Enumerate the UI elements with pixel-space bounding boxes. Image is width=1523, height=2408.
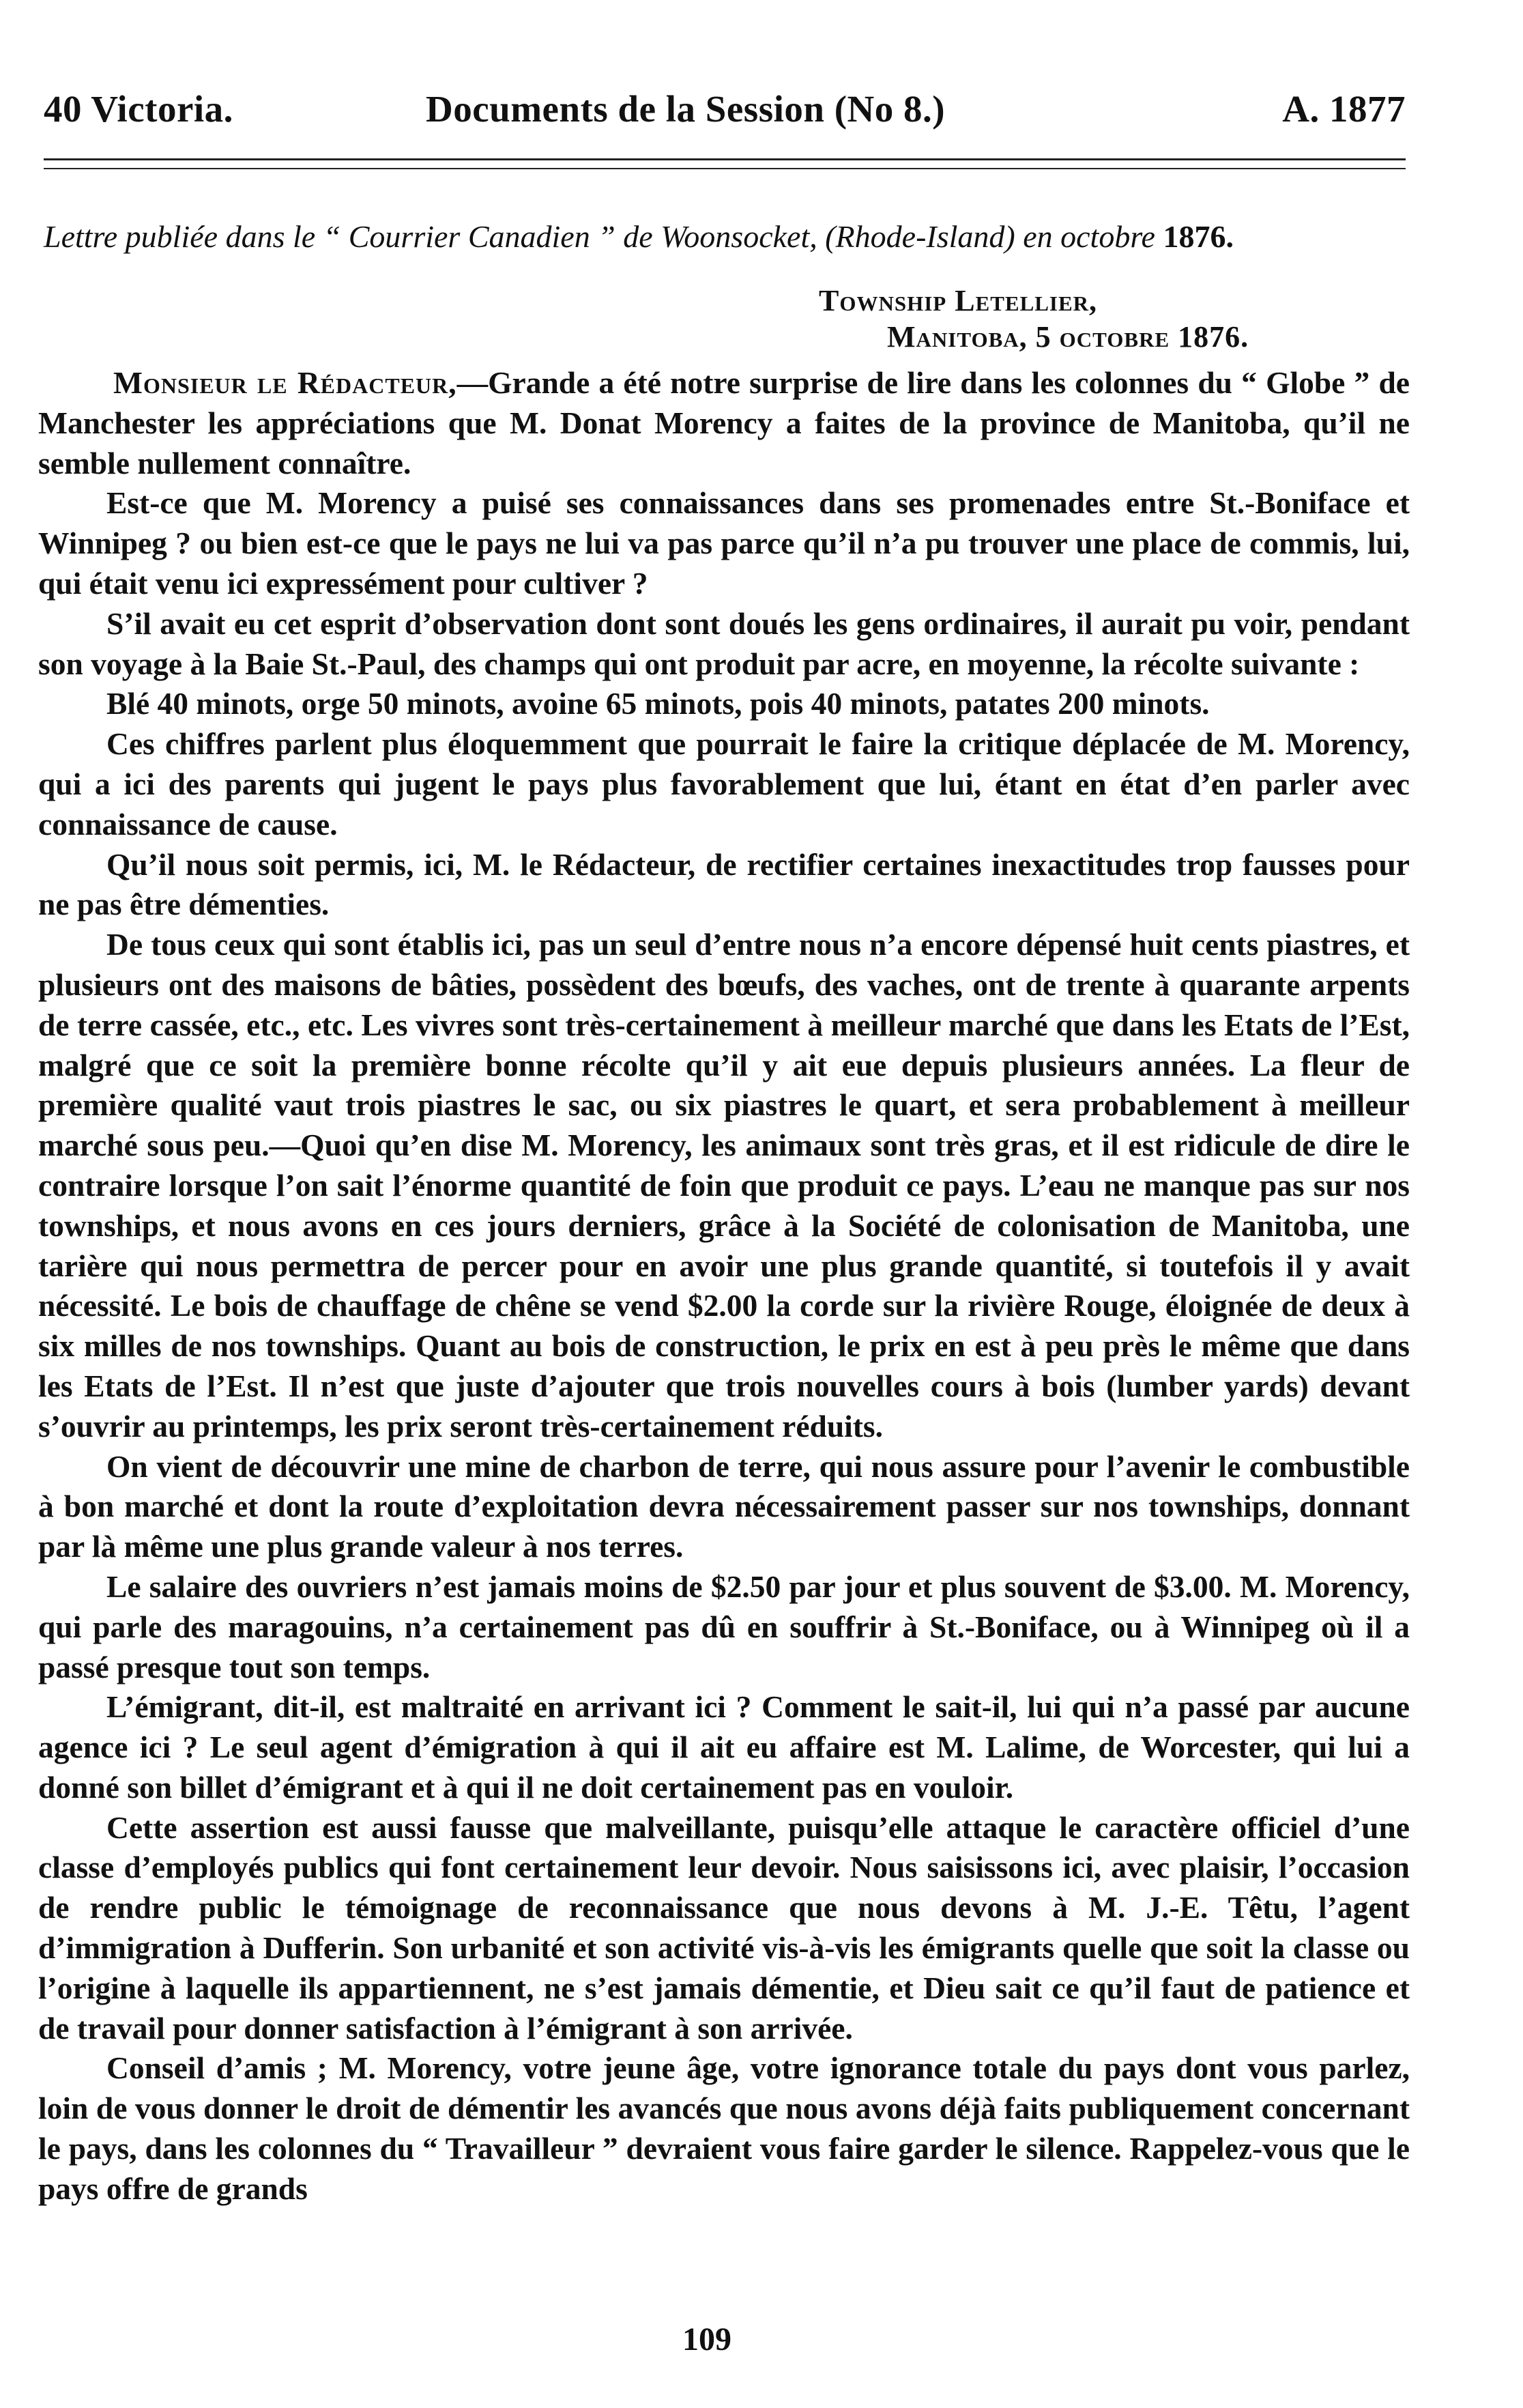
paragraph: L’émigrant, dit-il, est maltraité en arrivant ici ? Comment le sait-il, lui qui n’a passé par aucune agence ici ? Le seul agent d’émigration à qui il ait eu affaire est M. Lalime, de Worcester, qui lui a donné son billet d’émigrant et à qui il ne doit certainement pas en vouloir. xyxy=(38,1689,1410,1805)
place-line-2: Manitoba, 5 octobre 1876. xyxy=(887,320,1249,354)
salutation-text: —Grande a été notre surprise de lire dans les colonnes du “ Globe ” de Manchester les appréciations que M. Donat Morency a faites de la province de Manitoba, qu’il ne semble nullement connaître. xyxy=(38,365,1410,481)
paragraph: Qu’il nous soit permis, ici, M. le Rédacteur, de rectifier certaines inexactitudes trop fausses pour ne pas être démenties. xyxy=(38,846,1410,922)
salutation-address: Monsieur le Rédacteur, xyxy=(113,365,457,400)
page-number: 109 xyxy=(682,2321,731,2357)
header-title: Documents de la Session (No 8.) xyxy=(426,88,946,130)
header-volume: 40 Victoria. xyxy=(44,88,233,130)
letter-body xyxy=(38,363,1410,2209)
paragraph: De tous ceux qui sont établis ici, pas un seul d’entre nous n’a encore dépensé huit cents piastres, et plusieurs ont des maisons de bâties, possèdent des bœufs, des vaches, ont de trente à quarante arpents de terre cassée, etc., etc. Les vivres sont très-certainement à meilleur marché que dans les Etats de l’Est, malgré que ce soit la première bonne récolte qu’il y ait eue depuis plusieurs années. La fleur de première qualité vaut trois piastres le sac, ou six piastres le quart, et sera probablement à meilleur marché sous peu.—Quoi qu’en dise M. Morency, les animaux sont très gras, et il est ridicule de dire le contraire lorsque l’on sait l’énorme quantité de foin que produit ce pays. L’eau ne manque pas sur nos townships, et nous avons en ces jours derniers, grâce à la Société de colonisation de Manitoba, une tarière qui nous permettra de percer pour en avoir une plus grande quantité, si toutefois il y avait nécessité. Le bois de chauffage de chêne se vend $2.00 la corde sur la rivière Rouge, éloignée de deux à six milles de nos townships. Quant au bois de construction, le prix en est à peu près le même que dans les Etats de l’Est. Il n’est que juste d’ajouter que trois nouvelles cours à bois (lumber yards) devant s’ouvrir au printemps, les prix seront très-certainement réduits. xyxy=(38,927,1410,1444)
paragraph: Cette assertion est aussi fausse que malveillante, puisqu’elle attaque le caractère officiel d’une classe d’employés publics qui font certainement leur devoir. Nous saisissons ici, avec plaisir, l’occasion de rendre public le témoignage de reconnaissance que nous devons à M. J.-E. Têtu, l’agent d’immigration à Dufferin. Son urbanité et son activité vis-à-vis les émigrants quelle que soit la classe ou l’origine à laquelle ils appartiennent, ne s’est jamais démentie, et Dieu sait ce qu’il faut de patience et de travail pour donner satisfaction à l’émigrant à son arrivée. xyxy=(38,1809,1410,2046)
place-line-1: Township Letellier, xyxy=(819,284,1098,317)
salutation-paragraph xyxy=(38,363,1410,483)
paragraph: Le salaire des ouvriers n’est jamais moins de $2.50 par jour et plus souvent de $3.00. M. Morency, qui parle des maragouins, n’a certainement pas dû en souffrir à St.-Boniface, ou à Winnipeg où il a passé presque tout son temps. xyxy=(38,1568,1410,1685)
header-rule-thin xyxy=(44,168,1406,169)
paragraph: Est-ce que M. Morency a puisé ses connaissances dans ses promenades entre St.-Boniface et Winnipeg ? ou bien est-ce que le pays ne lui va pas parce qu’il n’a pu trouver une place de commis, lui, qui était venu ici expressément pour cultiver ? xyxy=(38,485,1410,601)
intro-year: 1876. xyxy=(1163,219,1234,254)
paragraph: S’il avait eu cet esprit d’observation dont sont doués les gens ordinaires, il aurait pu voir, pendant son voyage à la Baie St.-Paul, des champs qui ont produit par acre, en moyenne, la récolte suivante : xyxy=(38,605,1410,681)
paragraph: On vient de découvrir une mine de charbon de terre, qui nous assure pour l’avenir le combustible à bon marché et dont la route d’exploitation devra nécessairement passer sur nos townships, donnant par là même une plus grande valeur à nos terres. xyxy=(38,1448,1410,1564)
header-rule xyxy=(44,158,1406,160)
paragraph: Conseil d’amis ; M. Morency, votre jeune âge, votre ignorance totale du pays dont vous parlez, loin de vous donner le droit de démentir les avancés que nous avons déjà faits publiquement concernant le pays, dans les colonnes du “ Travailleur ” devraient vous faire garder le silence. Rappelez-vous que le pays offre de grands xyxy=(38,2050,1410,2206)
paragraph: Blé 40 minots, orge 50 minots, avoine 65 minots, pois 40 minots, patates 200 minots. xyxy=(106,686,1210,721)
running-header xyxy=(44,87,1406,142)
header-year: A. 1877 xyxy=(1282,88,1406,130)
letter-intro xyxy=(44,217,1406,257)
paragraph: Ces chiffres parlent plus éloquemment que pourrait le faire la critique déplacée de M. Morency, qui a ici des parents qui jugent le pays plus favorablement que lui, étant en état d’en parler avec connaissance de cause. xyxy=(38,726,1410,842)
intro-text: Lettre publiée dans le “ Courrier Canadien ” de Woonsocket, (Rhode-Island) en octobre xyxy=(44,219,1155,254)
